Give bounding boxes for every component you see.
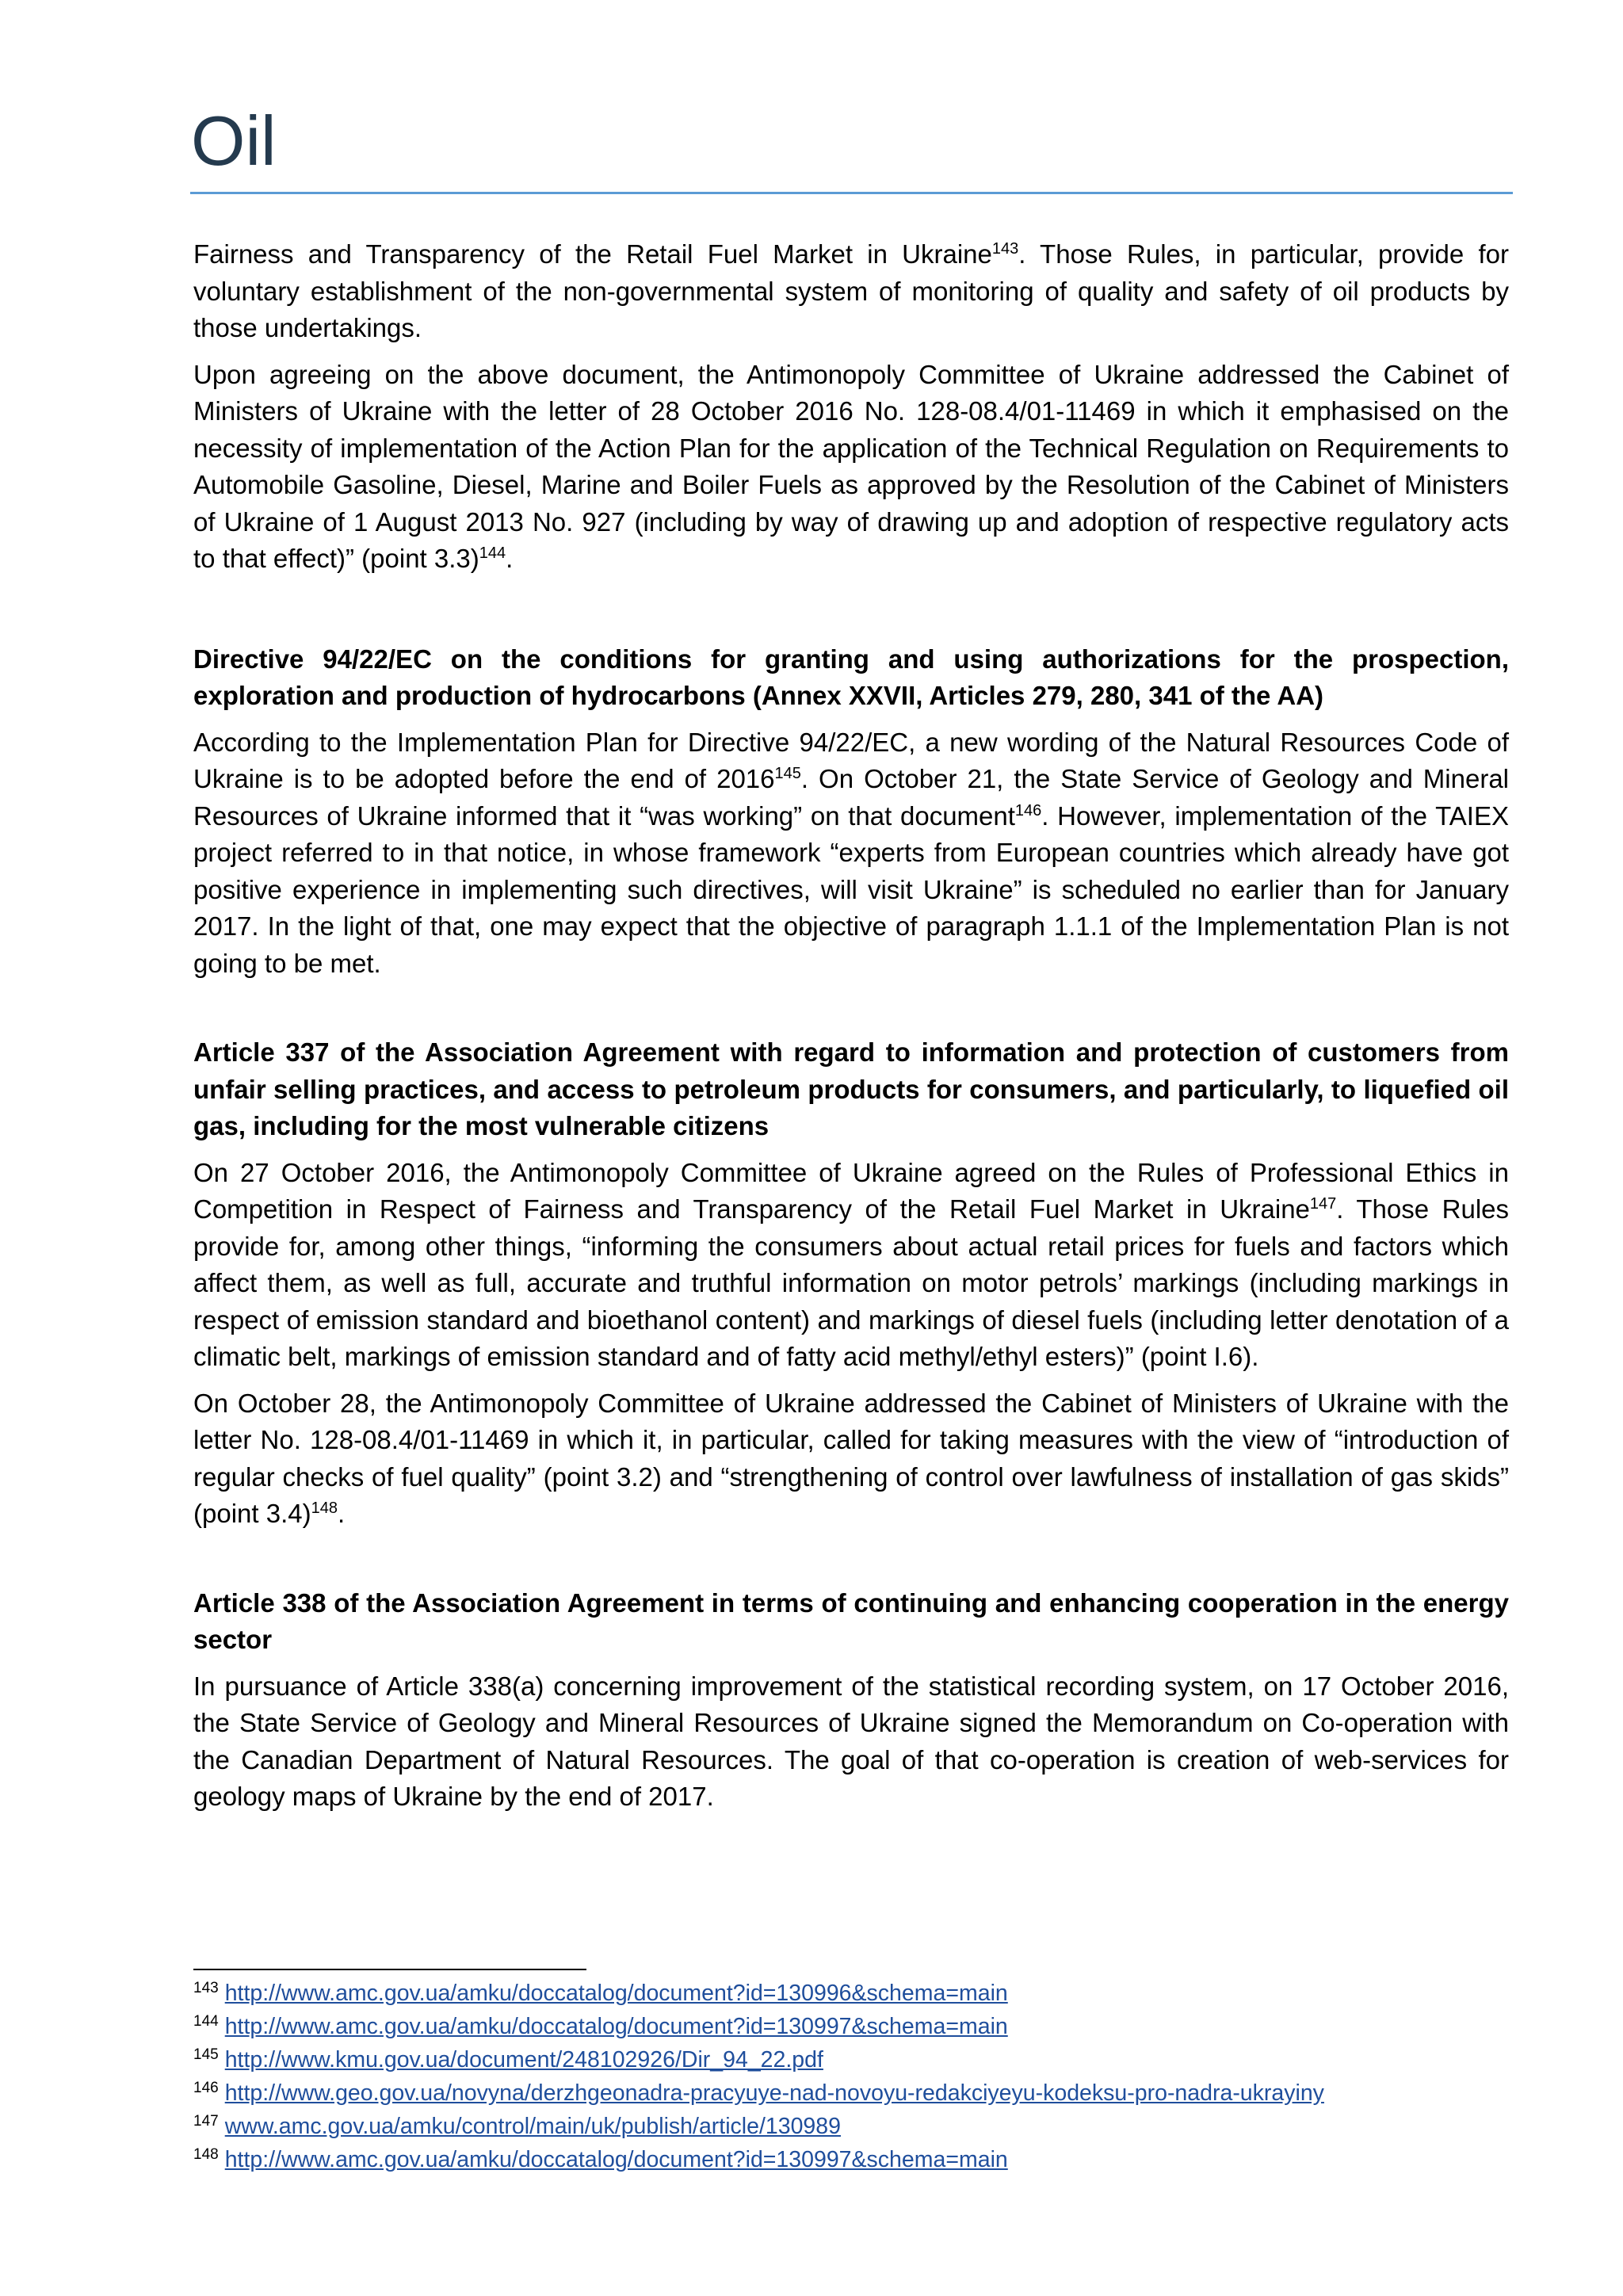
footnote-link[interactable]: http://www.kmu.gov.ua/document/248102926/Dir_94_22.pdf <box>224 2047 823 2073</box>
paragraph-5 <box>193 1385 1509 1533</box>
footnote-number: 145 <box>193 2046 219 2063</box>
footnote-link[interactable]: http://www.amc.gov.ua/amku/doccatalog/document?id=130997&schema=main <box>224 2147 1008 2172</box>
footnote-link[interactable]: www.amc.gov.ua/amku/control/main/uk/publish/article/130989 <box>224 2114 841 2139</box>
document-body <box>193 236 1509 1816</box>
footnote-ref[interactable]: 145 <box>774 765 801 782</box>
footnote-separator <box>193 1969 586 1970</box>
footnote-number: 143 <box>193 1979 219 1996</box>
paragraph-text: . Those Rules, in particular, provide for voluntary establishment of the non-governmental system of monitoring of quality and safety of oil products by those undertakings. <box>193 239 1509 342</box>
paragraph-text: According to the Implementation Plan for Directive 94/22/EC, a new wording of the Natural Resources Code of Ukraine is to be adopted before the end of 2016 <box>193 727 1509 793</box>
footnote-item <box>193 2010 1541 2043</box>
paragraph-2 <box>193 357 1509 578</box>
paragraph-text: On October 28, the Antimonopoly Committee of Ukraine addressed the Cabinet of Ministers of Ukraine with the letter No. 128-08.4/01-11469 in which it, in particular, called for taking measures with the view of “introduction of regular checks of fuel quality” (point 3.2) and “strengthening of control over lawfulness of installation of gas skids” (point 3.4) <box>193 1388 1509 1528</box>
paragraph-text: Upon agreeing on the above document, the Antimonopoly Committee of Ukraine addressed the Cabinet of Ministers of Ukraine with the letter of 28 October 2016 No. 128-08.4/01-11469 in which it emphasised on the necessity of implementation of the Action Plan for the application of the Technical Regulation on Requirements to Automobile Gasoline, Diesel, Marine and Boiler Fuels as approved by the Resolution of the Cabinet of Ministers of Ukraine of 1 August 2013 No. 927 (including by way of drawing up and adoption of respective regulatory acts to that effect)” (point 3.3) <box>193 359 1509 573</box>
footnote-number: 144 <box>193 2012 219 2030</box>
paragraph-text: . On October 21, the State Service of Geology and Mineral Resources of Ukraine informed that it “was working” on that document <box>193 764 1510 831</box>
paragraph-4 <box>193 1155 1509 1376</box>
footnote-link[interactable]: http://www.amc.gov.ua/amku/doccatalog/document?id=130997&schema=main <box>224 2014 1008 2039</box>
footnote-item <box>193 2110 1541 2143</box>
page-title: Oil <box>191 101 277 180</box>
footnotes <box>193 1977 1541 2176</box>
footnote-ref[interactable]: 148 <box>311 1499 338 1517</box>
footnote-ref[interactable]: 147 <box>1309 1195 1337 1213</box>
paragraph-3 <box>193 724 1509 983</box>
title-divider <box>190 192 1513 194</box>
section-heading-directive: Directive 94/22/EC on the conditions for granting and using authorizations for the prospection, exploration and production of hydrocarbons (Annex XXVII, Articles 279, 280, 341 of the AA) <box>193 644 1509 710</box>
section-heading-article-338: Article 338 of the Association Agreement in terms of continuing and enhancing cooperation in the energy sector <box>193 1587 1509 1654</box>
footnote-item <box>193 2076 1541 2110</box>
paragraph-text: Fairness and Transparency of the Retail Fuel Market in Ukraine <box>193 239 992 269</box>
footnote-link[interactable]: http://www.geo.gov.ua/novyna/derzhgeonadra-pracyuye-nad-novoyu-redakciyeyu-kodeksu-pro-nadra-ukrayiny <box>224 2080 1324 2106</box>
footnote-ref[interactable]: 146 <box>1014 801 1042 819</box>
footnote-item <box>193 2043 1541 2076</box>
paragraph-text: . <box>506 544 514 573</box>
footnote-item <box>193 2143 1541 2176</box>
paragraph-text: . However, implementation of the TAIEX project referred to in that notice, in whose framework “experts from European countries which already have got positive experience in implementing such directives, will visit Ukraine” is scheduled no earlier than for January 2017. In the light of that, one may expect that the objective of paragraph 1.1.1 of the Implementation Plan is not going to be met. <box>193 800 1509 978</box>
footnote-ref[interactable]: 144 <box>479 544 506 562</box>
section-heading-article-337: Article 337 of the Association Agreement with regard to information and protection of customers from unfair selling practices, and access to petroleum products for consumers, and particularly, to liquefied oil gas, including for the most vulnerable citizens <box>193 1037 1509 1140</box>
paragraph-text: . <box>337 1499 346 1528</box>
footnote-number: 147 <box>193 2112 219 2130</box>
footnote-link[interactable]: http://www.amc.gov.ua/amku/doccatalog/document?id=130996&schema=main <box>224 1981 1008 2006</box>
footnote-number: 148 <box>193 2145 219 2163</box>
paragraph-text: On 27 October 2016, the Antimonopoly Committee of Ukraine agreed on the Rules of Professional Ethics in Competition in Respect of Fairness and Transparency of the Retail Fuel Market in Ukraine <box>193 1157 1509 1224</box>
paragraph-6: In pursuance of Article 338(a) concerning improvement of the statistical recording system, on 17 October 2016, the State Service of Geology and Mineral Resources of Ukraine signed the Memorandum on Co-operation with the Canadian Department of Natural Resources. The goal of that co-operation is creation of web-services for geology maps of Ukraine by the end of 2017. <box>193 1671 1509 1811</box>
footnote-ref[interactable]: 143 <box>991 240 1019 258</box>
footnote-number: 146 <box>193 2079 219 2096</box>
paragraph-text: . Those Rules provide for, among other things, “informing the consumers about actual retail prices for fuels and factors which affect them, as well as full, accurate and truthful information on motor petrols’ markings (including markings in respect of emission standard and bioethanol content) and markings of diesel fuels (including letter denotation of a climatic belt, markings of emission standard and of fatty acid methyl/ethyl esters)” (point I.6). <box>193 1194 1510 1371</box>
footnote-item <box>193 1977 1541 2010</box>
paragraph-1 <box>193 236 1509 347</box>
